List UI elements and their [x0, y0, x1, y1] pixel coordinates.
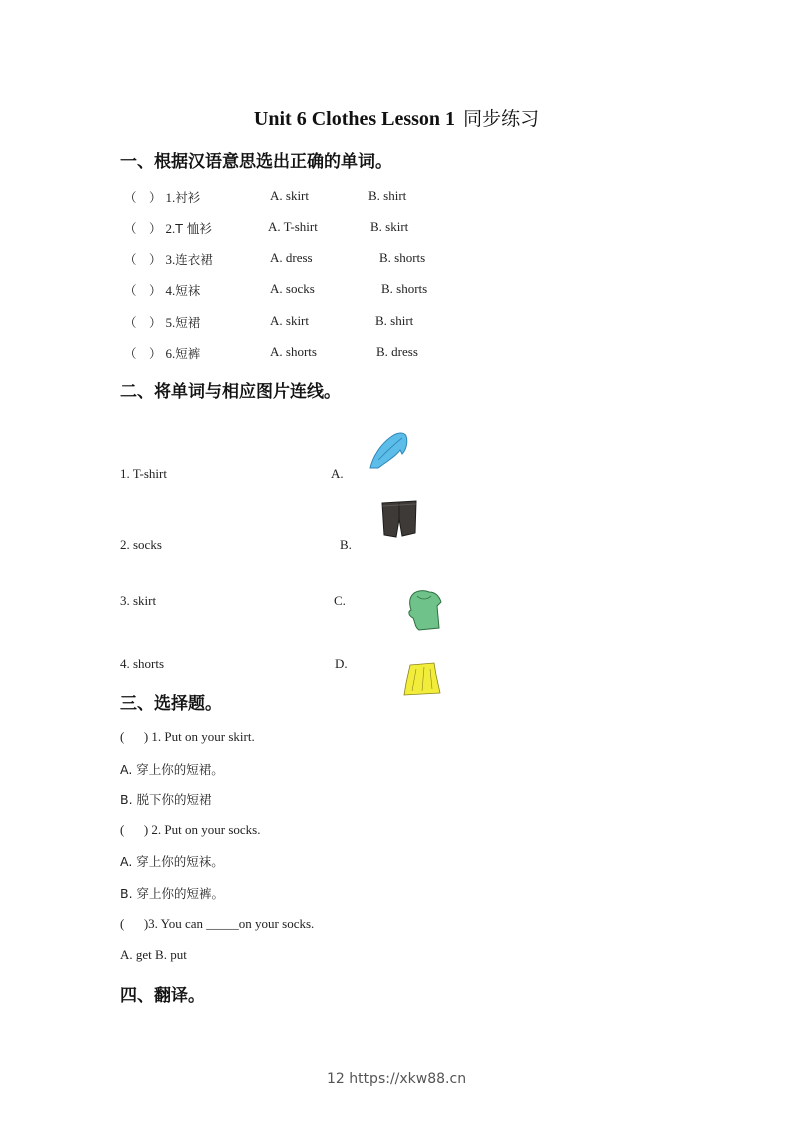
section3-heading: 三、选择题。: [120, 694, 222, 714]
section2-heading: 二、将单词与相应图片连线。: [120, 382, 341, 402]
answer-bracket[interactable]: （ ）: [124, 221, 162, 236]
answer-bracket[interactable]: （ ）: [124, 252, 162, 267]
match-word-socks: 2. socks: [120, 537, 162, 552]
question-1: ( ) 1. Put on your skirt.: [120, 729, 255, 744]
title-english: Unit 6 Clothes Lesson 1: [253, 108, 456, 130]
list-item: （ ） 2.T 恤衫: [124, 221, 212, 236]
match-word-shorts: 4. shorts: [120, 656, 165, 671]
page-title: [0, 104, 793, 131]
match-letter-d: D.: [335, 656, 348, 671]
section1-heading: 一、根据汉语意思选出正确的单词。: [120, 152, 392, 172]
dark-shorts-picture-icon: [380, 499, 418, 539]
question-3-options: A. get B. put: [120, 947, 187, 962]
yellow-skirt-picture-icon: [400, 661, 442, 697]
list-item: （ ） 1.衬衫: [124, 190, 201, 205]
match-word-skirt: 3. skirt: [120, 593, 157, 608]
answer-bracket[interactable]: （ ）: [124, 283, 162, 298]
section4-heading: 四、翻译。: [120, 986, 205, 1006]
list-item: （ ） 3.连衣裙: [124, 252, 213, 267]
question-2: ( ) 2. Put on your socks.: [120, 822, 261, 837]
option-a: A. skirt: [270, 188, 309, 203]
question-1-option-b: B. 脱下你的短裙: [120, 792, 212, 807]
blue-socks-picture-icon: [366, 430, 414, 472]
match-letter-b: B.: [340, 537, 352, 552]
match-word-tshirt: 1. T-shirt: [120, 466, 167, 481]
list-item: （ ） 5.短裙: [124, 315, 201, 330]
option-b: B. shorts: [381, 281, 428, 296]
option-a: A. dress: [270, 250, 313, 265]
option-b: B. dress: [376, 344, 418, 359]
list-item: （ ） 4.短袜: [124, 283, 201, 298]
title-chinese: 同步练习: [463, 108, 540, 130]
option-b: B. shirt: [375, 313, 414, 328]
answer-bracket[interactable]: （ ）: [124, 190, 162, 205]
option-a: A. shorts: [270, 344, 317, 359]
option-a: A. socks: [270, 281, 315, 296]
green-tshirt-picture-icon: [405, 588, 443, 632]
match-letter-a: A.: [331, 466, 344, 481]
list-item: （ ） 6.短裤: [124, 346, 201, 361]
question-1-option-a: A. 穿上你的短裙。: [120, 762, 224, 777]
match-letter-c: C.: [334, 593, 346, 608]
question-2-option-a: A. 穿上你的短袜。: [120, 854, 224, 869]
answer-bracket[interactable]: （ ）: [124, 346, 162, 361]
option-b: B. skirt: [370, 219, 409, 234]
option-a: A. skirt: [270, 313, 309, 328]
answer-bracket[interactable]: （ ）: [124, 315, 162, 330]
question-2-option-b: B. 穿上你的短裤。: [120, 886, 225, 901]
option-b: B. shirt: [368, 188, 407, 203]
option-a: A. T-shirt: [268, 219, 318, 234]
question-3: ( )3. You can _____on your socks.: [120, 916, 315, 931]
footer-page-url: 12 https://xkw88.cn: [326, 1071, 467, 1087]
option-b: B. shorts: [379, 250, 426, 265]
